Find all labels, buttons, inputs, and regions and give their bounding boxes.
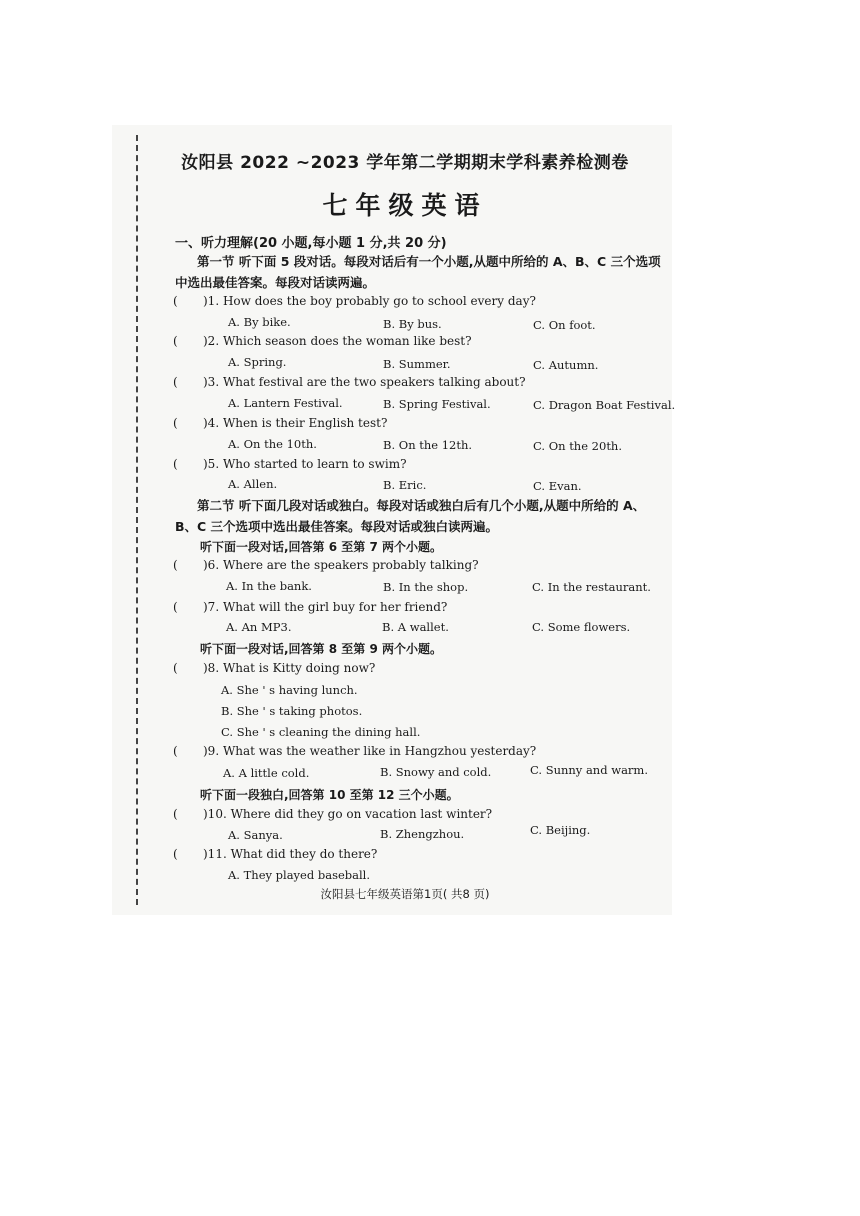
question-text: )3. What festival are the two speakers talking about? xyxy=(203,375,526,389)
option-b: B. Summer. xyxy=(383,357,451,371)
answer-blank[interactable]: ( xyxy=(173,375,178,389)
exam-subject-title: 七年级英语 xyxy=(322,191,488,220)
section1-heading-line2: 中选出最佳答案。每段对话读两遍。 xyxy=(175,275,376,290)
option-c: C. She ' s cleaning the dining hall. xyxy=(221,725,421,739)
option-a: A. They played baseball. xyxy=(228,868,371,882)
option-b: B. Zhengzhou. xyxy=(380,827,465,841)
answer-blank[interactable]: ( xyxy=(173,847,178,861)
question-3 xyxy=(173,375,526,389)
question-4 xyxy=(173,416,387,430)
answer-blank[interactable]: ( xyxy=(173,744,178,758)
option-a: A. In the bank. xyxy=(226,579,312,593)
question-5 xyxy=(173,457,407,471)
question-11 xyxy=(173,847,377,861)
option-c: C. Sunny and warm. xyxy=(530,763,648,777)
option-c: C. On the 20th. xyxy=(533,439,622,453)
option-a: A. Spring. xyxy=(228,355,287,369)
question-text: )11. What did they do there? xyxy=(203,847,378,861)
question-1 xyxy=(173,294,536,308)
option-b: B. Spring Festival. xyxy=(383,397,491,411)
option-c: C. Autumn. xyxy=(533,358,599,372)
question-text: )8. What is Kitty doing now? xyxy=(203,661,376,675)
question-text: )1. How does the boy probably go to school every day? xyxy=(203,294,536,308)
option-a: A. On the 10th. xyxy=(228,437,317,451)
question-9 xyxy=(173,744,536,758)
question-text: )10. Where did they go on vacation last winter? xyxy=(203,807,493,821)
question-text: )9. What was the weather like in Hangzhou yesterday? xyxy=(203,744,537,758)
answer-blank[interactable]: ( xyxy=(173,807,178,821)
option-a: A. A little cold. xyxy=(223,766,310,780)
option-c: C. In the restaurant. xyxy=(532,580,651,594)
section2-heading-line1: 第二节 听下面几段对话或独白。每段对话或独白后有几个小题,从题中所给的 A、 xyxy=(197,498,646,513)
option-b: B. In the shop. xyxy=(383,580,469,594)
answer-blank[interactable]: ( xyxy=(173,457,178,471)
option-a: A. By bike. xyxy=(228,315,291,329)
answer-blank[interactable]: ( xyxy=(173,334,178,348)
option-c: C. Beijing. xyxy=(530,823,591,837)
instruction-q6-7: 听下面一段对话,回答第 6 至第 7 两个小题。 xyxy=(200,540,442,554)
question-7 xyxy=(173,600,447,614)
option-c: C. Evan. xyxy=(533,479,582,493)
option-c: C. Some flowers. xyxy=(532,620,631,634)
option-b: B. Snowy and cold. xyxy=(380,765,492,779)
answer-blank[interactable]: ( xyxy=(173,661,178,675)
question-text: )5. Who started to learn to swim? xyxy=(203,457,407,471)
question-text: )4. When is their English test? xyxy=(203,416,388,430)
question-text: )2. Which season does the woman like best? xyxy=(203,334,472,348)
answer-blank[interactable]: ( xyxy=(173,416,178,430)
option-a: A. She ' s having lunch. xyxy=(221,683,358,697)
option-b: B. On the 12th. xyxy=(383,438,473,452)
instruction-q10-12: 听下面一段独白,回答第 10 至第 12 三个小题。 xyxy=(200,788,459,802)
binding-cut-line xyxy=(136,135,138,905)
question-text: )6. Where are the speakers probably talking? xyxy=(203,558,479,572)
option-b: B. She ' s taking photos. xyxy=(221,704,363,718)
question-text: )7. What will the girl buy for her friend? xyxy=(203,600,448,614)
option-c: C. Dragon Boat Festival. xyxy=(533,398,676,412)
section2-heading-line2: B、C 三个选项中选出最佳答案。每段对话或独白读两遍。 xyxy=(175,519,499,534)
answer-blank[interactable]: ( xyxy=(173,600,178,614)
part1-heading: 一、听力理解(20 小题,每小题 1 分,共 20 分) xyxy=(175,236,447,251)
question-10 xyxy=(173,807,492,821)
option-a: A. Lantern Festival. xyxy=(228,396,343,410)
section1-heading-line1: 第一节 听下面 5 段对话。每段对话后有一个小题,从题中所给的 A、B、C 三个选项 xyxy=(197,254,661,269)
question-2 xyxy=(173,334,472,348)
option-b: B. A wallet. xyxy=(382,620,449,634)
answer-blank[interactable]: ( xyxy=(173,558,178,572)
section2-heading xyxy=(175,495,670,537)
question-6 xyxy=(173,558,479,572)
option-b: B. Eric. xyxy=(383,478,427,492)
page-footer: 汝阳县七年级英语第1页( 共8 页) xyxy=(320,887,490,901)
option-c: C. On foot. xyxy=(533,318,596,332)
instruction-q8-9: 听下面一段对话,回答第 8 至第 9 两个小题。 xyxy=(200,642,442,656)
option-a: A. Sanya. xyxy=(228,828,283,842)
question-8 xyxy=(173,661,375,675)
option-b: B. By bus. xyxy=(383,317,442,331)
option-a: A. Allen. xyxy=(228,477,278,491)
section1-heading xyxy=(175,251,670,293)
answer-blank[interactable]: ( xyxy=(173,294,178,308)
option-a: A. An MP3. xyxy=(226,620,292,634)
exam-title: 汝阳县 2022 ~2023 学年第二学期期末学科素养检测卷 xyxy=(181,153,629,173)
